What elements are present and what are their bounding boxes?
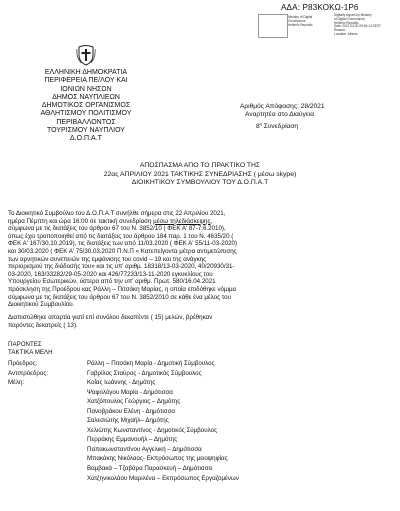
header-line: ΠΕΡΙΒΑΛΛΟΝΤΟΣ	[56, 118, 116, 126]
signature-right-line: Digitally signed by Ministry	[334, 13, 372, 17]
paragraph-line: όπως έχει τροποποιηθεί από τις διατάξεις του άρθρου 184 παρ. 1 του Ν. 4635/20 (	[8, 232, 234, 240]
paragraph-line: πρόσκληση της Προέδρου κας Ράλλη – Πιτσάκη Μαρίας, η οποία επιδόθηκε νόμιμα	[8, 285, 237, 293]
minutes-paragraph	[8, 210, 335, 309]
title-line: ΑΠΟΣΠΑΣΜΑ ΑΠΟ ΤΟ ΠΡΑΚΤΙΚΟ ΤΗΣ	[139, 162, 261, 169]
member-name: Ράλλη – Πιτσάκη Μαρία - Δημοτική Σύμβουλος	[87, 360, 215, 367]
member-role: Μέλη:	[8, 379, 25, 387]
members-list	[87, 359, 239, 483]
member-name: Περράκης Εμμανουήλ – Δημότης	[87, 436, 178, 444]
signature-left	[288, 16, 313, 27]
ada-code: ΑΔΑ: Ρ83ΚΟΚΩ-1Ρ6	[281, 3, 359, 12]
paragraph-line: ΦΕΚ Α' 167/30.10.2019), τις διατάξεις των από 11/03.2020 ( ΦΕΚ Α' 55/11-03-2020)	[8, 240, 238, 248]
paragraph-line: περιορισμού της διάδοσής του» και τις υπ' αριθμ. 18318/13-03-2020, 40/20930/31-	[8, 263, 235, 271]
signature-right	[334, 14, 381, 37]
signature-left-line: Ministry of Digital	[288, 15, 313, 19]
paragraph-line: ημέρα Πέμπτη και ώρα 16:00 σε τακτική συνεδρίαση μέσω τηλεδιάσκεψης,	[8, 217, 213, 225]
signature-right-line: Reason:	[334, 28, 346, 33]
greek-emblem-icon	[76, 43, 96, 67]
paragraph-line: παρόντες δεκατρείς ( 13).	[8, 321, 78, 329]
members-roles	[8, 359, 48, 388]
paragraph-line: Το Διοικητικό Συμβούλιο του Δ.Ο.Π.Α.Τ συνήλθε σήμερα στις 22 Απριλίου 2021,	[8, 210, 226, 217]
member-name: Σαλεσιώτης Μιχαήλ– Δημότης	[87, 417, 169, 425]
organization-header	[31, 69, 141, 144]
quorum-paragraph	[8, 314, 212, 329]
signature-left-line: Governance,	[288, 18, 307, 23]
underlined-phrase: μέσω τηλεδιάσκεψης	[153, 217, 211, 225]
present-heading: ΠΑΡΟΝΤΕΣ	[8, 341, 42, 348]
member-name: Χελιώτης Κωνσταντίνος - Δημοτικός Σύμβουλος	[87, 426, 218, 434]
header-line: ΑΘΛΗΤΙΣΜΟΥ ΠΟΛΙΤΙΣΜΟΥ	[40, 110, 132, 118]
header-line: ΕΛΛΗΝΙΚΗ ΔΗΜΟΚΡΑΤΙΑ	[44, 69, 128, 76]
member-role: Αντιπρόεδρος:	[8, 369, 49, 377]
header-line: ΙΟΝΙΩΝ ΝΗΣΩΝ	[60, 85, 112, 93]
signature-right-line: Hellenic Republic	[334, 20, 359, 25]
paragraph-line: σύμφωνα με τις διατάξεις του άρθρου 67 του Ν. 3852/10 ( ΦΕΚ Α' 87-7.6.2010),	[8, 225, 226, 233]
paragraph-line: Υπουργείου Εσωτερικών, ύστερα από την υπ' αριθμ. Πρωτ. 580/16.04.2021	[8, 278, 216, 286]
member-name: Κοΐας Ιωάννης - Δημότης	[87, 379, 156, 387]
session-label	[240, 120, 325, 131]
paragraph-line: και 30/03.2020 ( ΦΕΚ Α' 75/30.03.2020 Π.Ν.Π « Κατεπείγοντα μέτρα αντιμετώπισης	[8, 247, 237, 255]
header-line: Δ.Ο.Π.Α.Τ	[70, 135, 102, 143]
posted-note: Αναρτητέα στο Διαύγεια	[245, 111, 315, 119]
member-name: Παπακωνσταντίνου Αγγελική – Δημότισσα	[87, 445, 202, 453]
paragraph-line: Διοικητικού Συμβουλίου.	[8, 301, 75, 309]
member-name: Χατζόπουλος Γεώργιος – Δημότης	[87, 398, 181, 406]
member-name: Γαβρίλος Σταύρος - Δημοτικός Σύμβουλος	[87, 369, 202, 377]
header-line: ΠΕΡΙΦΕΡΕΙΑ ΠΕ/ΛΟΥ ΚΑΙ	[44, 77, 128, 85]
session-number: 8	[256, 122, 260, 130]
signature-right-line: Location: Athens	[334, 31, 358, 36]
member-name: Πανοβράκου Ελένη - Δημότισσα	[87, 407, 175, 415]
member-name: Χατζηνικολάου Μαριλένα – Εκπρόσωπος Εργαζομένων	[87, 474, 239, 482]
member-name: Μπακάκης Νικόλαος- Εκπρόσωπος της μειοψηφίας	[87, 455, 228, 463]
member-role: Πρόεδρος:	[8, 360, 38, 367]
paragraph-line: Διαπιστώθηκε απαρτία γιατί επί συνόλου δεκαπέντε ( 15) μελών, βρέθηκαν	[8, 314, 213, 321]
session-word: Συνεδρίαση	[261, 122, 299, 130]
header-line: ΤΟΥΡΙΣΜΟΥ ΝΑΥΠΛΙΟΥ	[47, 127, 125, 135]
member-name: Ψαφολόγου Μαρία - Δημότισσα	[87, 388, 173, 396]
document-title	[0, 162, 400, 188]
title-line: 22ας ΑΠΡΙΛΙΟΥ 2021 ΤΑΚΤΙΚΗΣ ΣΥΝΕΔΡΙΑΣΗΣ ( μέσω skype)	[103, 170, 297, 178]
paragraph-line: 03-2020, 163/33282/29-05-2020 και 426/77233/13-11-2020 εγκυκλίους του	[8, 270, 213, 278]
signature-right-line: Date: 2021.04.30 09:45:14 EEST	[334, 24, 381, 29]
header-line: ΔΗΜΟΣ ΝΑΥΠΛΙΕΩΝ	[52, 93, 120, 101]
signature-right-line: of Digital Governance,	[334, 16, 366, 21]
session-superscript: η	[259, 120, 262, 126]
decision-number: Αριθμός Απόφασης: 28/2021	[240, 103, 325, 110]
member-name: Βαμβακά – Τζαβάρα Παρασκευή – Δημότισσα	[87, 465, 213, 473]
header-line: ΔΗΜΟΤΙΚΟΣ ΟΡΓΑΝΙΣΜΟΣ	[41, 102, 131, 110]
paragraph-line: των αρνητικών συνεπειών της εμφάνισης του covid – 19 και της ανάγκης	[8, 255, 207, 263]
signature-left-line: Hellenic Republic	[288, 22, 313, 27]
signature-stamp	[258, 14, 288, 38]
decision-info	[240, 103, 325, 131]
regular-members-heading: ΤΑΚΤΙΚΑ ΜΕΛΗ	[8, 349, 53, 356]
title-line: ΔΙΟΙΚΗΤΙΚΟΥ ΣΥΜΒΟΥΛΙΟΥ ΤΟΥ Δ.Ο.Π.Α.Τ	[131, 179, 269, 187]
paragraph-line: σύμφωνα με τις διατάξεις του άρθρου 67 του Ν. 3852/2010 σε κάθε ένα μέλος του	[8, 293, 231, 301]
